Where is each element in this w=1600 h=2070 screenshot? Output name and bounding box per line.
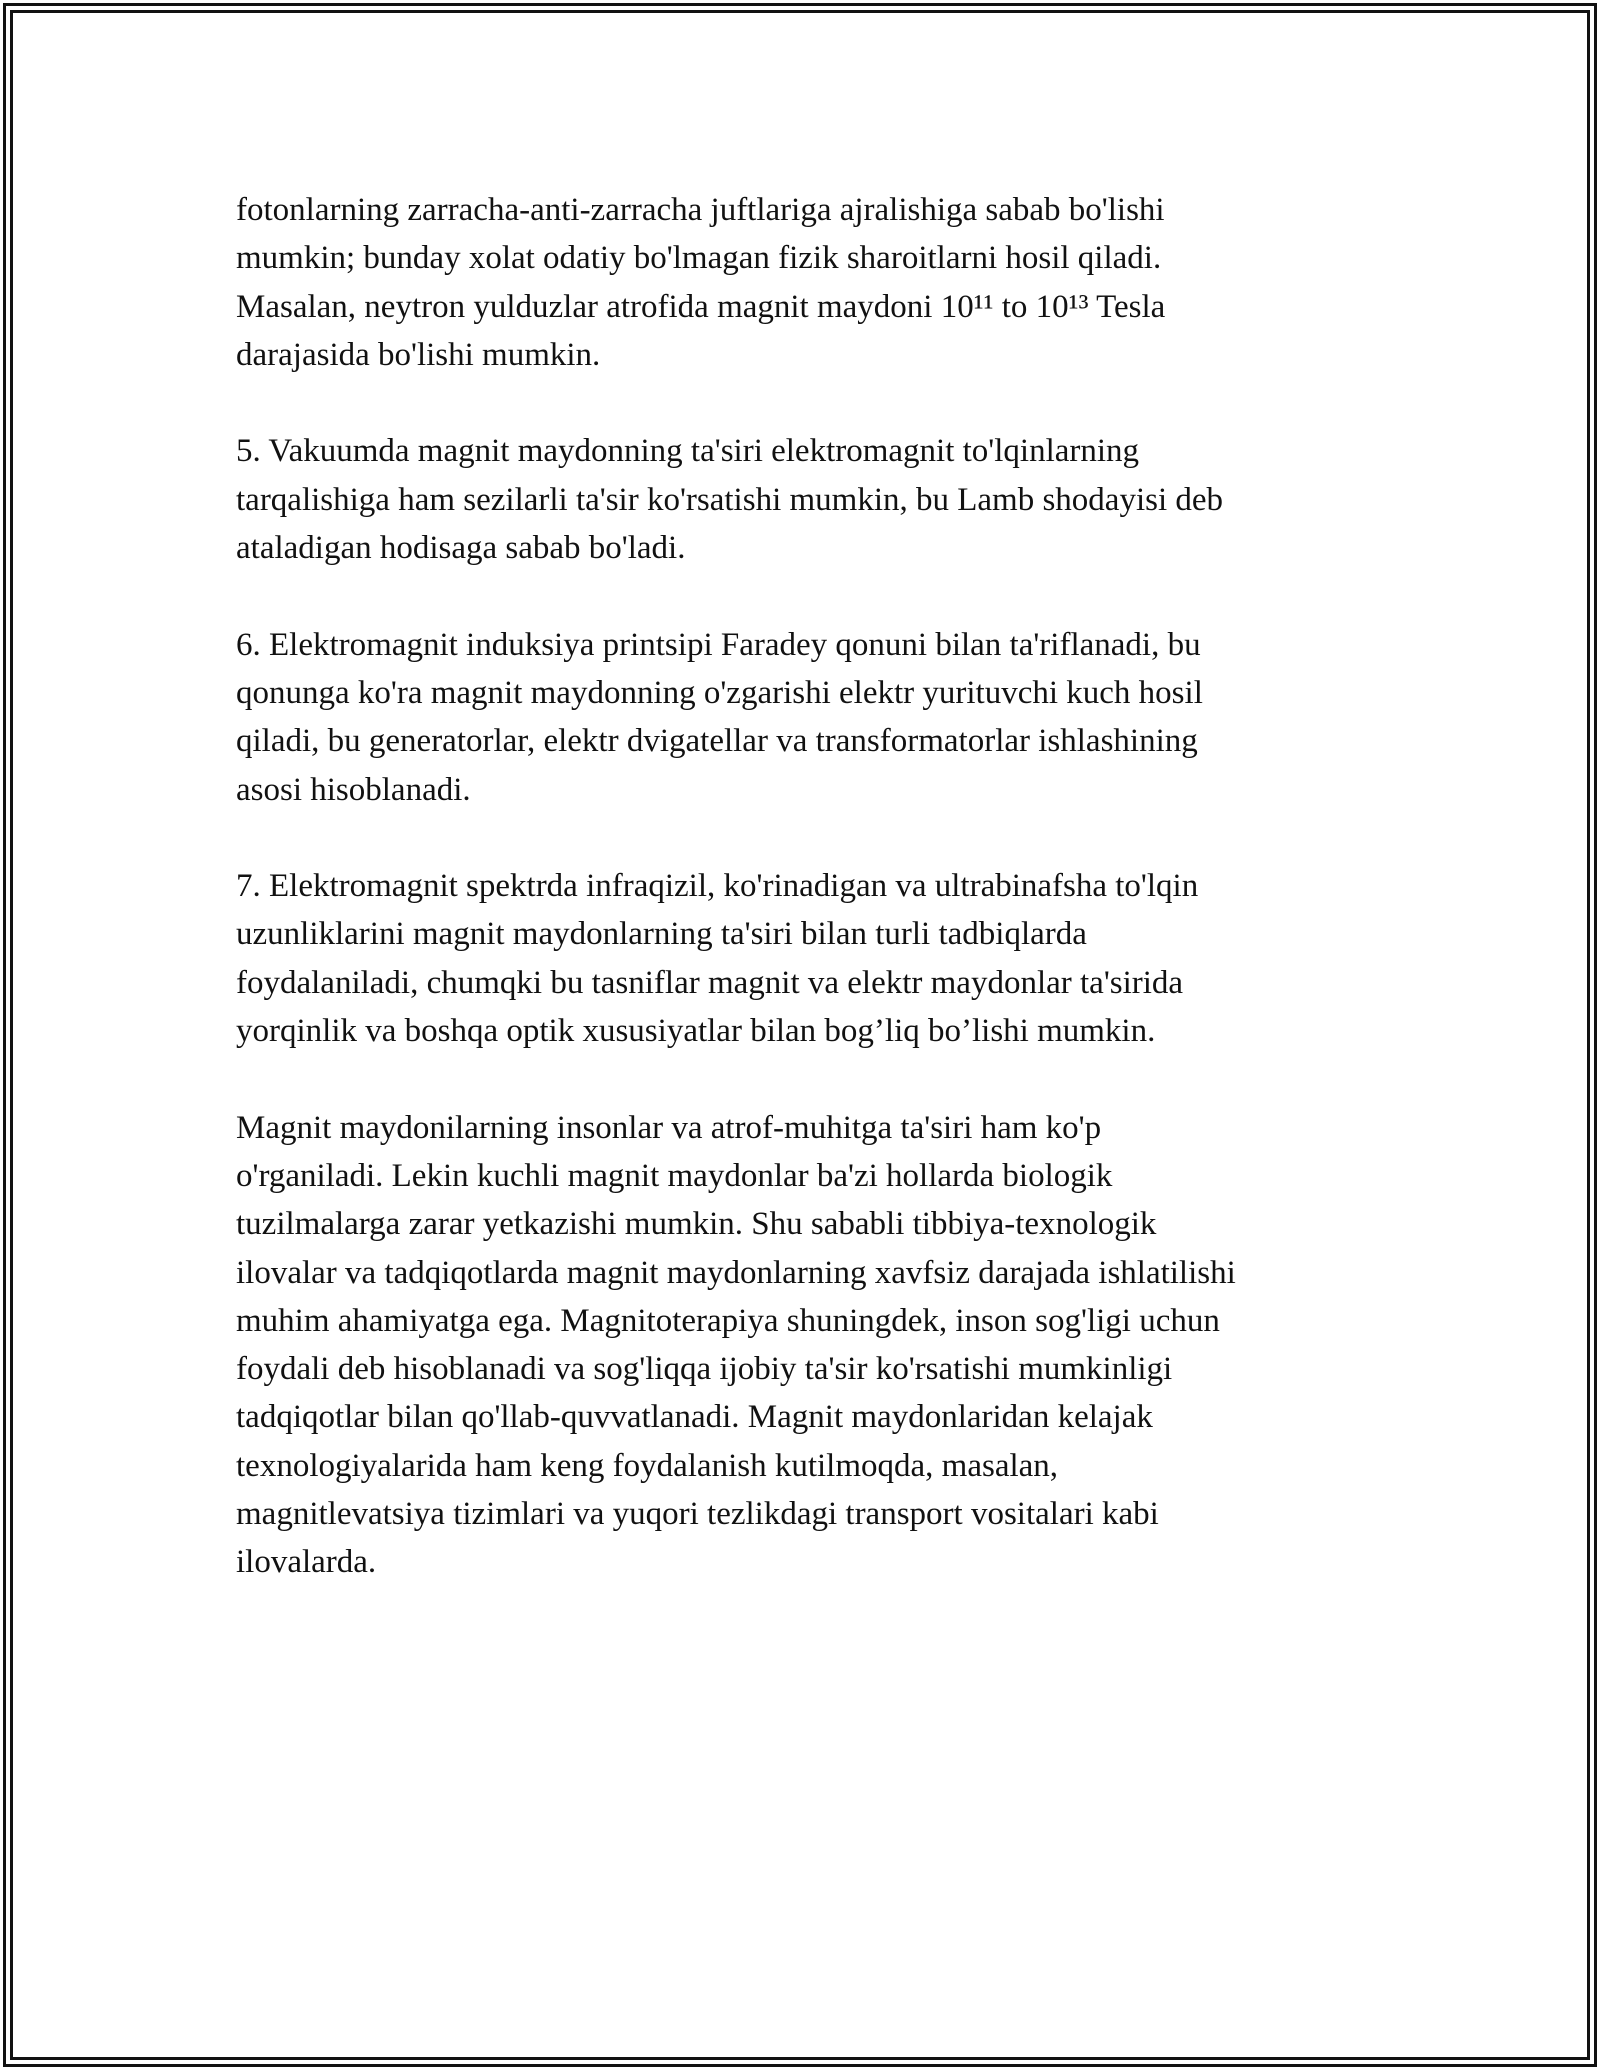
paragraph-item-7: 7. Elektromagnit spektrda infraqizil, ko'rinadigan va ultrabinafsha to'lqin uzunliklarini magnit maydonlarning ta'siri bilan turli tadbiqlarda foydalaniladi, chumqki bu tasniflar magnit va elektr maydonlar ta'sirida yorqinlik va boshqa optik xususiyatlar bilan bog’liq bo’lishi mumkin. [236, 868, 1199, 1050]
document-body [236, 186, 1356, 1635]
paragraph-health-effects: Magnit maydonilarning insonlar va atrof-muhitga ta'siri ham ko'p o'rganiladi. Lekin kuchli magnit maydonlar ba'zi hollarda biologik tuzilmalarga zarar yetkazishi mumkin. Shu sababli tibbiya-texnologik ilovalar va tadqiqotlarda magnit maydonlarning xavfsiz darajada ishlatilishi muhim ahamiyatga ega. Magnitoterapiya shuningdek, inson sog'ligi uchun foydali deb hisoblanadi va sog'liqqa ijobiy ta'sir ko'rsatishi mumkinligi tadqiqotlar bilan qo'llab-quvvatlanadi. Magnit maydonlaridan kelajak texnologiyalarida ham keng foydalanish kutilmoqda, masalan, magnitlevatsiya tizimlari va yuqori tezlikdagi transport vositalari kabi ilovalarda. [236, 1109, 1236, 1581]
paragraph-item-5: 5. Vakuumda magnit maydonning ta'siri elektromagnit to'lqinlarning tarqalishiga ham sezilarli ta'sir ko'rsatishi mumkin, bu Lamb shodayisi deb ataladigan hodisaga sabab bo'ladi. [236, 433, 1224, 567]
paragraph-item-6: 6. Elektromagnit induksiya printsipi Faradey qonuni bilan ta'riflanadi, bu qonunga ko'ra magnit maydonning o'zgarishi elektr yurituvchi kuch hosil qiladi, bu generatorlar, elektr dvigatellar va transformatorlar ishlashining asosi hisoblanadi. [236, 626, 1203, 808]
paragraph-neutron-stars: fotonlarning zarracha-anti-zarracha juftlariga ajralishiga sabab bo'lishi mumkin; bunday xolat odatiy bo'lmagan fizik sharoitlarni hosil qiladi. Masalan, neytron yulduzlar atrofida magnit maydoni 10¹¹ to 10¹³ Tesla darajasida bo'lishi mumkin. [236, 192, 1166, 373]
